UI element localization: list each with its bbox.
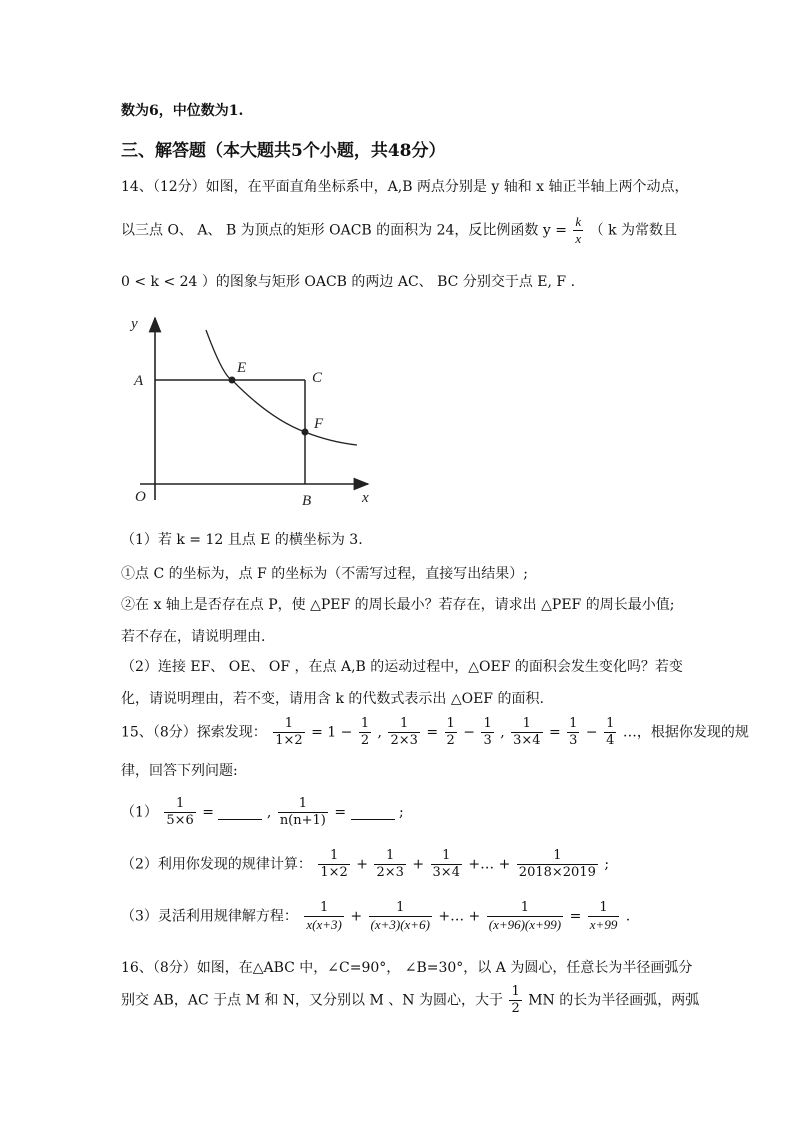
plus-sign: +	[412, 856, 425, 873]
fraction-denominator: (x+96)(x+99)	[488, 917, 562, 932]
q16-line-2-tail: MN 的长为半径画弧，两弧	[528, 992, 700, 1009]
fraction-numerator: 1	[396, 900, 405, 915]
fraction-numerator: 1	[400, 716, 409, 731]
fraction-denominator: 4	[606, 733, 615, 748]
fraction-denominator: 2×3	[376, 865, 404, 880]
q15-intro: 15、（8分）探索发现：	[121, 724, 267, 741]
fraction-numerator: 1	[522, 716, 531, 731]
equals-sign: =	[569, 908, 582, 925]
label-f: F	[314, 416, 324, 432]
q15-line-1-tail: …，根据你发现的规	[622, 724, 749, 741]
equals-sign: =	[548, 724, 561, 741]
q15-part-3	[121, 900, 630, 933]
fraction-denominator: (x+3)(x+6)	[370, 917, 430, 932]
fraction-denominator: 2018×2019	[518, 865, 596, 880]
q15-part-2-label: （2）利用你发现的规律计算：	[121, 856, 312, 873]
q15-example-2-b	[481, 716, 493, 749]
fraction-numerator: 1	[483, 716, 492, 731]
q15-example-1-rhs	[359, 716, 371, 749]
point-f	[302, 429, 309, 436]
answer-blank-2	[351, 805, 395, 820]
fraction-numerator: 1	[569, 716, 578, 731]
q14-part-1-title: （1）若 k = 12 且点 E 的横坐标为 3.	[121, 532, 363, 548]
equals-sign: =	[426, 724, 439, 741]
minus-sign: −	[463, 724, 475, 741]
fraction-numerator: 1	[520, 900, 530, 915]
label-o: O	[135, 489, 146, 505]
q14-part-1-b: ②在 x 轴上是否存在点 P，使 △PEF 的周长最小？若存在，请求出 △PEF 的周长最小值;	[121, 597, 675, 613]
fraction-denominator: 1×2	[275, 733, 303, 748]
ellipsis: +… +	[438, 908, 481, 925]
label-e: E	[237, 360, 247, 376]
fraction-numerator: 1	[319, 900, 329, 915]
fraction-numerator: 1	[298, 796, 307, 811]
fraction-denominator: 3×4	[432, 865, 460, 880]
q15-example-3-a	[567, 716, 579, 749]
separator: ,	[266, 804, 272, 821]
fraction-denominator: 2	[360, 733, 370, 748]
q15-part-3-last-term	[487, 900, 563, 933]
separator: ,	[377, 724, 382, 741]
q15-part-2-last-term	[517, 848, 598, 881]
label-y: y	[131, 316, 138, 332]
q16-line-2-text: 别交 AB，AC 于点 M 和 N，又分别以 M 、N 为圆心，大于	[121, 992, 503, 1009]
q15-part-2-term-3	[431, 848, 462, 881]
equals-sign: =	[202, 804, 214, 821]
q15-example-3-lhs	[511, 716, 542, 749]
q15-example-3-b	[604, 716, 616, 749]
q16-line-2	[121, 984, 699, 1017]
fraction-denominator: 2	[446, 733, 455, 748]
q15-example-2-lhs	[388, 716, 419, 749]
fraction-numerator: 1	[446, 716, 455, 731]
fraction-numerator: 1	[360, 716, 370, 731]
separator: ,	[500, 724, 505, 741]
plus-sign: +	[356, 856, 368, 873]
fraction-denominator: n(n+1)	[279, 813, 326, 828]
q14-line-2	[121, 214, 677, 247]
minus-sign: −	[585, 724, 598, 741]
q15-part-3-rhs	[588, 900, 620, 933]
semicolon: ;	[398, 804, 404, 821]
q14-part-2-a: （2）连接 EF、 OE、 OF ，在点 A,B 的运动过程中，△OEF 的面积会发生变化吗？若变	[121, 659, 683, 675]
label-b: B	[302, 493, 312, 509]
fraction-numerator: 1	[284, 716, 294, 731]
q15-part-3-term-1	[304, 900, 343, 933]
q16-fraction-half	[509, 984, 521, 1017]
q15-example-1-lhs	[273, 716, 304, 749]
fraction-denominator: 3	[569, 733, 578, 748]
point-e	[229, 377, 236, 384]
q15-line-1	[121, 716, 749, 749]
fraction-numerator: 1	[511, 984, 520, 999]
q15-part-1-fraction-2	[278, 796, 328, 829]
section-heading: 三、解答题（本大题共5个小题，共48分）	[121, 141, 446, 161]
q14-part-2-b: 化，请说明理由，若不变，请用含 k 的代数式表示出 △OEF 的面积.	[121, 691, 544, 707]
fraction-numerator: 1	[606, 716, 615, 731]
period: .	[625, 908, 631, 925]
q15-line-2: 律，回答下列问题:	[121, 763, 238, 779]
fraction-numerator: 1	[442, 848, 451, 863]
q14-part-1-a: ①点 C 的坐标为，点 F 的坐标为（不需写过程，直接写出结果）;	[121, 566, 528, 582]
plus-sign: +	[350, 908, 363, 925]
q15-example-1-equals: = 1 −	[311, 724, 353, 741]
q14-coordinate-graph	[120, 310, 380, 510]
fraction-denominator: 1×2	[320, 865, 348, 880]
q14-part-1-c: 若不存在，请说明理由.	[121, 629, 266, 645]
q14-fraction-k-over-x	[573, 214, 583, 247]
fraction-denominator: 3	[483, 733, 492, 748]
q14-line-2-tail: （ k 为常数且	[589, 222, 678, 239]
q15-part-1	[121, 796, 404, 829]
q15-part-2	[121, 848, 609, 881]
fraction-denominator: x	[575, 231, 582, 246]
q14-line-2-text: 以三点 O、 A、 B 为顶点的矩形 OACB 的面积为 24，反比例函数 y =	[121, 222, 567, 239]
fraction-numerator: 1	[329, 848, 339, 863]
ellipsis: +… +	[468, 856, 511, 873]
equals-sign: =	[334, 804, 347, 821]
fraction-numerator: 1	[175, 796, 185, 811]
q15-part-2-term-1	[318, 848, 349, 881]
fraction-numerator: 1	[553, 848, 562, 863]
label-a: A	[134, 373, 144, 389]
q15-part-3-term-2	[369, 900, 432, 933]
q16-line-1: 16、（8分）如图，在△ABC 中，∠C=90°， ∠B=30°，以 A 为圆心，任意长为半径画弧分	[121, 960, 693, 976]
fraction-denominator: 2×3	[390, 733, 418, 748]
q14-line-3: 0 < k < 24 ）的图象与矩形 OACB 的两边 AC、 BC 分别交于点 E, F .	[121, 274, 576, 290]
q15-part-1-label: （1）	[121, 804, 158, 821]
fraction-numerator: 1	[599, 900, 608, 915]
fraction-denominator: x+99	[589, 917, 618, 932]
hyperbola-curve	[206, 330, 357, 445]
q14-line-1: 14、（12分）如图，在平面直角坐标系中，A,B 两点分别是 y 轴和 x 轴正半轴上两个动点，	[121, 179, 689, 195]
answer-blank-1	[218, 805, 262, 820]
q15-part-1-fraction-1	[164, 796, 195, 829]
semicolon: ;	[604, 856, 610, 873]
fraction-numerator: k	[575, 214, 582, 229]
q15-example-2-a	[445, 716, 457, 749]
q15-part-3-label: （3）灵活利用规律解方程：	[121, 908, 298, 925]
top-text-line: 数为6，中位数为1.	[121, 103, 244, 119]
label-x: x	[362, 490, 369, 506]
label-c: C	[312, 370, 323, 386]
fraction-denominator: 5×6	[166, 813, 194, 828]
fraction-denominator: 2	[511, 1001, 520, 1016]
fraction-denominator: 3×4	[513, 733, 541, 748]
fraction-numerator: 1	[386, 848, 395, 863]
fraction-denominator: x(x+3)	[306, 917, 342, 932]
q15-part-2-term-2	[374, 848, 405, 881]
